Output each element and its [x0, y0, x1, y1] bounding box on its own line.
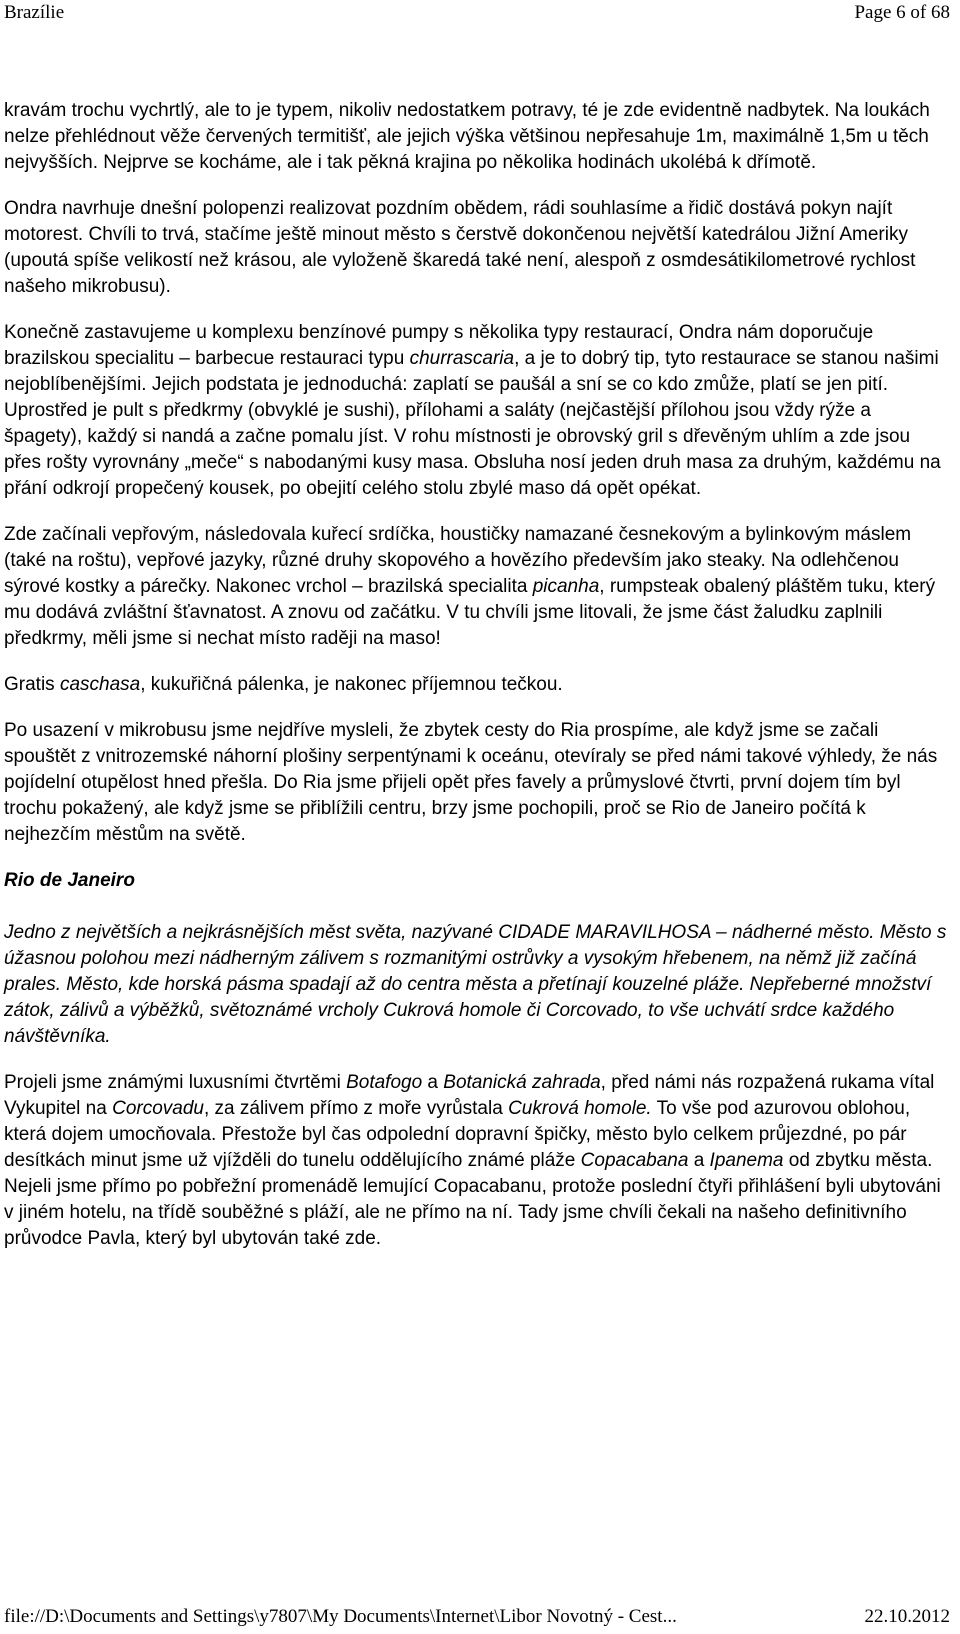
- paragraph: Projeli jsme známými luxusními čtvrtěmi Botafogo a Botanická zahrada, před námi nás rozpažená rukama vítal Vykupitel na Corcovadu, za zálivem přímo z moře vyrůstala Cukrová homole. To vše pod azurovou oblohou, která dojem umocňovala. Přestože byl čas odpolední dopravní špičky, město bylo celkem průjezdné, po pár desítkách minut jsme už vjížděli do tunelu oddělujícího známé pláže Copacabana a Ipanema od zbytku města. Nejeli jsme přímo po pobřežní promenádě lemující Copacabanu, protože poslední čtyři přihlášení byli ubytováni v jiném hotelu, na třídě souběžné s pláží, ale ne přímo na ní. Tady jsme chvíli čekali na našeho definitivního průvodce Pavla, který byl ubytován také zde.: [4, 1072, 941, 1249]
- paragraph: Gratis caschasa, kukuřičná pálenka, je nakonec příjemnou tečkou.: [4, 674, 563, 695]
- italic-term: Copacabana: [580, 1150, 689, 1171]
- italic-term: caschasa: [59, 674, 141, 695]
- paragraph: kravám trochu vychrtlý, ale to je typem, nikoliv nedostatkem potravy, té je zde evidentně nadbytek. Na loukách nelze přehlédnout věže červených termitišť, ale jejich výška většinou nepřesahuje 1m, maximálně 1,5m u těch nejvyšších. Nejprve se kocháme, ale i tak pěkná krajina po několika hodinách ukolébá k dřímotě.: [4, 100, 930, 173]
- paragraph: Konečně zastavujeme u komplexu benzínové pumpy s několika typy restaurací, Ondra nám doporučuje brazilskou specialitu – barbecue restauraci typu churrascaria, a je to dobrý tip, tyto restaurace se stanou našimi nejoblíbenějšími. Jejich podstata je jednoduchá: zaplatí se paušál a sní se co kdo zmůže, platí se jen pití. Uprostřed je pult s předkrmy (obvyklé je sushi), přílohami a saláty (nejčastější přílohou jsou vždy rýže a špagety), každý si nandá a začne pomalu jíst. V rohu místnosti je obrovský gril s dřevěným uhlím a zde jsou přes rošty vyrovnány „meče“ s nabodanými kusy masa. Obsluha nosí jeden druh masa za druhým, každému na přání odkrojí propečený kousek, po obejití celého stolu zbylé maso dá opět opékat.: [4, 322, 941, 499]
- italic-term: Botafogo: [346, 1072, 423, 1093]
- italic-term: picanha: [532, 576, 600, 597]
- page-footer: [0, 1606, 960, 1628]
- paragraph: Ondra navrhuje dnešní polopenzi realizovat pozdním obědem, rádi souhlasíme a řidič dostává pokyn najít motorest. Chvíli to trvá, stačíme ještě minout město s čerstvě dokončenou největší katedrálou Jižní Ameriky (upoutá spíše velikostí než krásou, ale vyloženě škaredá také není, alespoň z osmdesátikilometrové rychlost našeho mikrobusu).: [4, 198, 916, 297]
- italic-term: Cukrová homole.: [508, 1098, 652, 1119]
- document-title: Brazílie: [4, 2, 65, 23]
- file-path: file://D:\Documents and Settings\y7807\My Documents\Internet\Libor Novotný - Cest...: [4, 1606, 677, 1627]
- document-body: [4, 98, 950, 1272]
- italic-term: Botanická zahrada: [443, 1072, 601, 1093]
- page-header: [0, 2, 960, 24]
- page-number: Page 6 of 68: [854, 2, 950, 23]
- paragraph: Zde začínali vepřovým, následovala kuřecí srdíčka, houstičky namazané česnekovým a bylinkovým máslem (také na roštu), vepřové jazyky, různé druhy skopového a hovězího především jako steaky. Na odlehčenou sýrové kostky a párečky. Nakonec vrchol – brazilská specialita picanha, rumpsteak obalený pláštěm tuku, který mu dodává zvláštní šťavnatost. A znovu od začátku. V tu chvíli jsme litovali, že jsme část žaludku zaplnili předkrmy, měli jsme si nechat místo raději na maso!: [4, 524, 936, 649]
- italic-term: churrascaria: [409, 348, 515, 369]
- section-heading: Rio de Janeiro: [4, 870, 135, 891]
- section-intro: Jedno z největších a nejkrásnějších měst světa, nazývané CIDADE MARAVILHOSA – nádherné město. Město s úžasnou polohou mezi nádherným zálivem s rozmanitými ostrůvky a vysokým hřebenem, na němž již začíná prales. Město, kde horská pásma spadají až do centra města a přetínají kouzelné pláže. Nepřeberné množství zátok, zálivů a výběžků, světoznámé vrcholy Cukrová homole či Corcovado, to vše uchvátí srdce každého návštěvníka.: [4, 922, 947, 1047]
- paragraph: Po usazení v mikrobusu jsme nejdříve mysleli, že zbytek cesty do Ria prospíme, ale když jsme se začali spouštět z vnitrozemské náhorní plošiny serpentýnami k oceánu, otevíraly se před námi takové výhledy, že nás pojídelní otupělost hned přešla. Do Ria jsme přijeli opět přes favely a průmyslové čtvrti, první dojem tím byl trochu pokažený, ale když jsme se přiblížili centru, brzy jsme pochopili, proč se Rio de Janeiro počítá k nejhezčím městům na světě.: [4, 720, 938, 845]
- italic-term: Ipanema: [709, 1150, 784, 1171]
- print-date: 22.10.2012: [864, 1606, 950, 1627]
- italic-term: Corcovadu: [112, 1098, 204, 1119]
